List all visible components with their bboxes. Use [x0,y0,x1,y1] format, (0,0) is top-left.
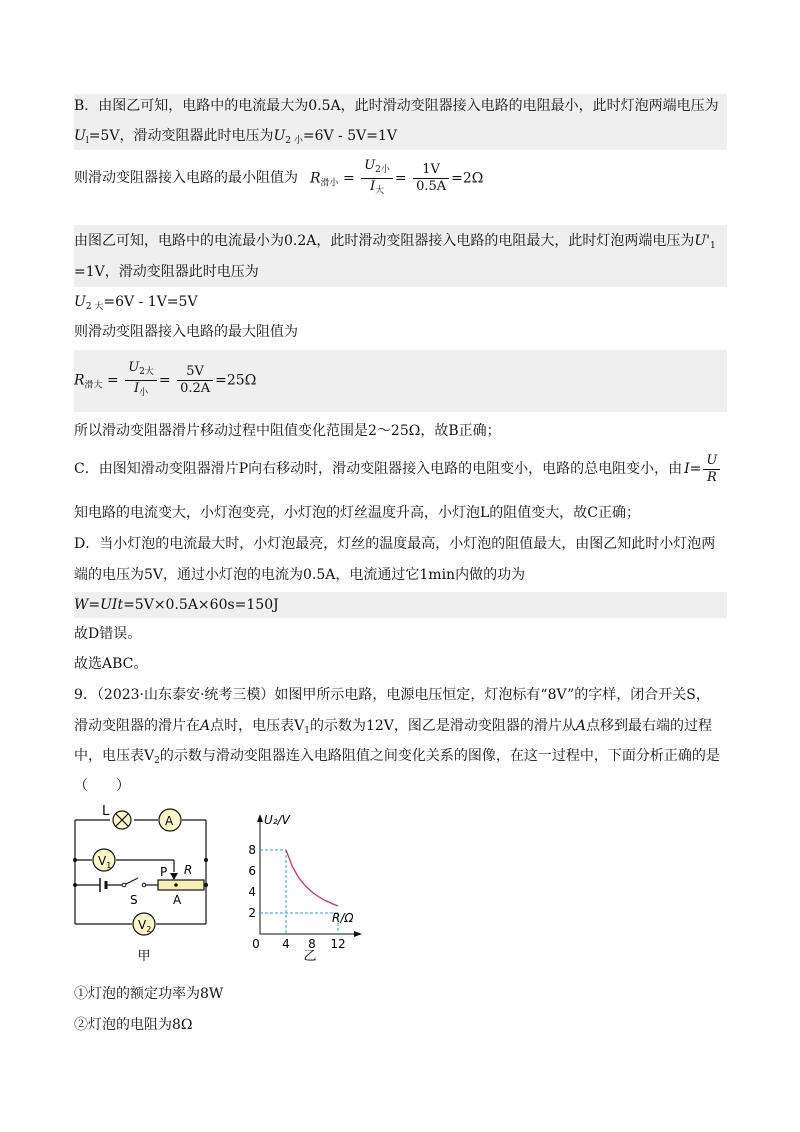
x-tick-label: 8 [308,937,316,951]
num: U [128,359,140,375]
d-line1: D．当小灯泡的电流最大时，小灯泡最亮，灯丝的温度最高，小灯泡的阻值最大，由图乙知此时小灯泡两 [74,536,716,552]
x-tick-label: 12 [330,937,346,951]
fraction [361,158,393,199]
graph-u2-r [246,800,376,970]
symbol: U' [694,233,711,249]
den: 0.5A [416,178,447,194]
num: 1V [413,162,449,179]
text: 由图乙可知，电路中的电流最小为0.2A，此时滑动变阻器接入电路的电阻最大，此时灯泡两端电压为 [74,233,695,249]
series-curve [286,850,338,906]
c-line2: 知电路的电流变大，小灯泡变亮，小灯泡的灯丝温度升高，小灯泡L的阻值变大，故C正确； [74,505,641,521]
x-tick-label: 0 [252,937,260,951]
text: 则滑动变阻器接入电路的最小阻值为 [74,170,298,186]
text: A [200,718,211,734]
label-s: S [130,893,138,907]
d-line5: 故选ABC。 [74,656,148,672]
sub: 2 大 [85,302,104,312]
q9-line1: 9．（2023·山东泰安·统考三模）如图甲所示电路，电源电压恒定，灯泡标有“8V”的字样，闭合开关S， [74,687,710,703]
fraction [125,360,157,401]
q9-line3 [74,746,720,771]
y-tick-label: 6 [248,864,256,878]
p2-line5: 所以滑动变阻器滑片移动过程中阻值变化范围是2～25Ω，故B正确； [74,423,501,439]
p2-line4: 则滑动变阻器接入电路的最大阻值为 [74,324,298,340]
sub: 2 小 [285,136,303,146]
y-tick-label: 4 [248,885,256,899]
circuit-caption: 甲 [137,949,151,964]
label-point-a: A [173,893,182,907]
den: 0.2A [180,380,211,396]
text: =6V - 5V=1V [302,128,398,144]
sub: 小 [139,387,149,398]
symbol: R [74,372,85,388]
sub: 大 [375,185,385,196]
b-line2 [74,126,397,151]
symbol-u: U [74,128,86,144]
symbol: U [74,294,86,310]
c-line1: C．由图知滑动变阻器滑片P向右移动时，滑动变阻器接入电路的电阻变小，电路的总电阻变小，由 I = $\frac{U}{R}$ [74,452,722,486]
num: U [364,157,376,173]
den: I [133,380,140,396]
formula-rmin: $R_{滑小}$ = $\frac{U_{2小}}{I_大}$ = $\frac{1V}{0.5A}$ =2Ω [310,158,483,199]
y-tick-label: 8 [248,843,256,857]
text: 中，电压表V [74,748,155,764]
sub: 2大 [139,366,154,377]
p2-formula [74,358,256,402]
symbol-i: I [684,461,690,477]
den: I [369,178,376,194]
p2-line2: =1V，滑动变阻器此时电压为 [74,264,259,280]
b-line1: B．由图乙可知，电路中的电流最大为0.5A，此时滑动变阻器接入电路的电阻最小，此时灯泡两端电压为 [74,98,719,114]
sub: 2小 [375,164,390,175]
p2-line1 [74,231,716,256]
label-v2: $V_2$ [138,918,152,934]
chart-caption: 乙 [303,949,317,964]
text: =6V - 1V=5V [103,294,198,310]
d-line3 [74,595,279,615]
q9-line4: （ ） [74,778,130,794]
sub: 2 [154,756,160,766]
den: R [706,469,717,485]
text: =5V×0.5A×60s=150J [123,597,279,613]
text: W=UIt [74,597,124,613]
x-axis-label: R/Ω [332,911,354,925]
text: =5V，滑动变阻器此时电压为 [88,128,274,144]
formula-rmax: $R_{滑大}$ = $\frac{U_{2大}}{I_小}$ = $\frac{5V}{0.2A}$ =25Ω [74,360,256,401]
label-r: R [184,863,193,877]
symbol-u: U [273,128,286,144]
x-tick-label: 4 [282,937,290,951]
p2-line3 [74,292,198,317]
q9-line2 [74,716,712,741]
q9-option-1: ①灯泡的额定功率为8W [74,986,224,1002]
text: A [575,718,587,734]
d-line4: 故D错误。 [74,626,142,642]
text: 的示数为12V，图乙是滑动变阻器的滑片从 [309,718,576,734]
circuit-diagram [66,800,226,970]
fraction-ohm [703,453,720,486]
num: U [703,453,720,470]
sub: l [85,136,89,146]
y-tick-label: 2 [248,906,256,920]
text: 点时，电压表V [210,718,305,734]
label-p: P [160,865,168,879]
d-line2: 端的电压为5V，通过小灯泡的电流为0.5A，电流通过它1min内做的功为 [74,567,526,583]
label-v1: $V_1$ [98,854,112,870]
fraction [177,364,213,397]
sub: 1 [304,726,310,736]
label-a: A [165,814,174,828]
result: =2Ω [451,170,484,186]
text: 点移到最右端的过程 [586,718,713,734]
q9-option-2: ②灯泡的电阻为8Ω [74,1017,193,1033]
label-l: L [102,804,110,819]
text: 滑动变阻器的滑片在 [74,718,200,734]
sub: 滑小 [320,178,339,188]
symbol: R [310,170,321,186]
text: C．由图知滑动变阻器滑片P向右移动时，滑动变阻器接入电路的电阻变小，电路的总电阻变小，由 [74,461,683,477]
result: =25Ω [215,372,257,388]
b-line3 [74,158,483,198]
fraction [413,162,449,195]
sub: 1 [710,241,716,251]
text: 的示数与滑动变阻器连入电路阻值之间变化关系的图像，在这一过程中，下面分析正确的是 [159,748,720,764]
num: 5V [177,364,213,381]
sub: 滑大 [84,380,103,390]
y-axis-label: U₂/V [264,813,290,827]
